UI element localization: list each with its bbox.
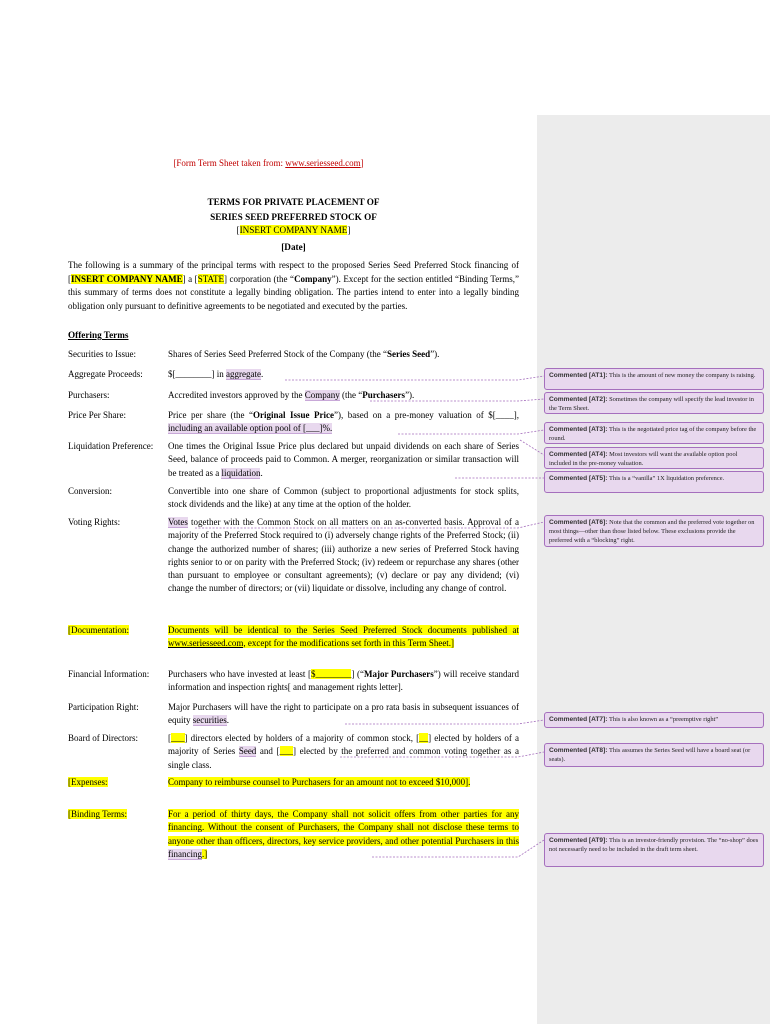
comment-anchor-at2[interactable]: Company: [304, 390, 340, 400]
comment-at6[interactable]: [544, 515, 764, 547]
term-value: Convertible into one share of Common (subject to proportional adjustments for stock splits, stock dividends and the like) at any time at the option of the holder.: [168, 486, 519, 510]
comment-at8[interactable]: [544, 743, 764, 767]
term-text: Purchasers who have invested at least [: [168, 669, 311, 679]
comment-anchor-at5[interactable]: liquidation: [221, 467, 261, 478]
comment-at3[interactable]: [544, 422, 764, 444]
term-label: Board of Directors:: [68, 733, 138, 743]
comment-anchor-at9[interactable]: financing: [168, 848, 202, 859]
comment-at9[interactable]: [544, 833, 764, 867]
term-value: [168, 409, 519, 436]
title-company-bracket-open: [: [236, 225, 240, 235]
term-label: [68, 776, 163, 789]
term-text: (the “: [339, 390, 363, 400]
seriesseed-link[interactable]: www.seriesseed.com: [168, 638, 244, 649]
term-label: Participation Right:: [68, 702, 139, 712]
term-text: ”) will receive standard information and inspection rights[ and management rights letter].: [168, 669, 519, 693]
term-value: [168, 701, 519, 728]
comment-tag: Commented [AT4]:: [549, 451, 608, 458]
comment-tag: Commented [AT6]:: [549, 519, 608, 526]
comment-text: This is a “vanilla” 1X liquidation preference.: [608, 475, 725, 482]
source-note-suffix: ]: [360, 158, 364, 168]
title-company-bracket-close: ]: [347, 225, 351, 235]
title-date: [Date]: [281, 242, 306, 252]
term-label: Purchasers:: [68, 390, 110, 400]
term-label: [68, 624, 163, 637]
term-blank: ___: [171, 733, 185, 743]
term-text: , except for the modifications set forth in this Term Sheet.]: [243, 638, 455, 649]
comment-at1[interactable]: [544, 368, 764, 390]
term-text: and [: [256, 746, 280, 757]
comment-anchor-at7[interactable]: securities: [192, 715, 227, 726]
comment-text: This assumes the Series Seed will have a board seat (or seats).: [549, 747, 751, 763]
comment-margin-pane: [537, 115, 770, 1024]
term-text: ] directors elected by holders of a majority of common stock, [: [184, 733, 420, 743]
term-text: [: [168, 733, 171, 743]
term-value: [168, 368, 519, 381]
comment-tag: Commented [AT2]:: [549, 396, 608, 403]
source-note: [0, 158, 537, 168]
comment-tag: Commented [AT9]:: [549, 837, 608, 844]
comment-tag: Commented [AT7]:: [549, 716, 608, 723]
term-label: Financial Information:: [68, 669, 150, 679]
term-text: Shares of Series Seed Preferred Stock of the Company (the “: [168, 349, 387, 359]
term-text: $[________] in: [168, 369, 226, 379]
term-defined: Purchasers: [362, 390, 406, 400]
title-line-2: SERIES SEED PREFERRED STOCK OF: [210, 212, 377, 222]
comment-text: This is the negotiated price tag of the company before the round.: [549, 426, 757, 442]
comment-tag: Commented [AT1]:: [549, 372, 608, 379]
term-blank: __: [419, 733, 429, 743]
term-label: [68, 808, 163, 821]
source-link[interactable]: www.seriesseed.com: [285, 158, 361, 168]
term-defined: Original Issue Price: [252, 410, 334, 420]
term-label: Conversion:: [68, 486, 112, 496]
comment-tag: Commented [AT5]:: [549, 475, 608, 482]
term-label-text: [Expenses:: [68, 777, 108, 787]
term-text: .]: [202, 848, 208, 859]
term-label: Aggregate Proceeds:: [68, 369, 143, 379]
term-value: [168, 624, 519, 651]
term-text: ] (“: [351, 669, 365, 679]
term-value: [168, 440, 519, 480]
comment-text: Note that the common and the preferred vote together on most things—other than those listed below. These exclusions provide the preferred with a “blocking” right.: [549, 519, 755, 544]
source-note-prefix: [Form Term Sheet taken from:: [173, 158, 286, 168]
title-company: [68, 223, 519, 238]
term-label: Liquidation Preference:: [68, 441, 154, 451]
intro-company-def: Company: [294, 273, 332, 284]
comment-tag: Commented [AT3]:: [549, 426, 608, 433]
comment-text: This is also known as a “preemptive right”: [608, 716, 719, 723]
term-defined: Major Purchasers: [364, 669, 434, 679]
intro-text-2: ] a [: [182, 273, 198, 284]
term-text: For a period of thirty days, the Company shall not solicit offers from other parties for any financing. Without the consent of Purchasers, the Company shall not disclose these terms to anyone other than officers, directors, key service providers, and other potential Purchasers in this: [168, 809, 519, 846]
term-label-text: [Binding Terms:: [68, 809, 127, 819]
comment-anchor-at3[interactable]: including an available option pool of [___]%.: [168, 423, 333, 434]
intro-paragraph: [68, 259, 519, 313]
term-text: ] elected by the preferred and common voting together as a single class.: [168, 746, 519, 770]
term-text: Company to reimburse counsel to Purchasers for an amount not to exceed $10,000].: [168, 777, 471, 787]
term-value: [168, 389, 519, 402]
intro-text-1: The following is a summary of the principal terms with respect to the proposed Series Seed Preferred Stock financing of [: [68, 260, 519, 284]
title-company-name: INSERT COMPANY NAME: [239, 225, 348, 235]
term-blank: $________: [310, 669, 352, 679]
term-text: Accredited investors approved by the: [168, 390, 305, 400]
term-value: [168, 348, 519, 361]
term-text: ”), based on a pre-money valuation of $[____],: [334, 410, 519, 420]
comment-anchor-at1[interactable]: aggregate: [226, 369, 261, 379]
term-text: ”).: [405, 390, 415, 400]
comment-text: Sometimes the company will specify the lead investor in the Term Sheet.: [549, 396, 754, 412]
term-label: Securities to Issue:: [68, 349, 136, 359]
term-text: .: [260, 467, 263, 478]
intro-text-3: ] corporation (the “: [223, 273, 295, 284]
comment-text: Most investors will want the available option pool included in the pre-money valuation.: [549, 451, 738, 467]
term-text: Major Purchasers will have the right to participate on a pro rata basis in subsequent issuances of equity: [168, 702, 519, 726]
term-blank: ___: [279, 746, 294, 757]
term-text: .: [260, 369, 264, 379]
term-label: Price Per Share:: [68, 410, 126, 420]
term-text: ] elected by holders of a majority of Series: [168, 733, 519, 757]
comment-text: This is the amount of new money the company is raising.: [608, 372, 756, 379]
term-text: Price per share (the “: [168, 410, 253, 420]
section-offering-terms: Offering Terms: [68, 330, 129, 340]
term-text: ”).: [430, 349, 440, 359]
term-defined: Series Seed: [386, 349, 431, 359]
term-value: [168, 808, 519, 861]
comment-tag: Commented [AT8]:: [549, 747, 608, 754]
term-text: .: [226, 715, 229, 726]
term-value: [168, 516, 519, 596]
comment-anchor-at8[interactable]: Seed: [238, 746, 257, 757]
title-line-1: TERMS FOR PRIVATE PLACEMENT OF: [207, 197, 380, 207]
comment-at4[interactable]: [544, 447, 764, 469]
comment-text: This is an investor-friendly provision. The “no-shop” does not necessarily need to be included in the draft term sheet.: [549, 837, 759, 853]
intro-state: STATE: [197, 273, 224, 284]
comment-anchor-at6[interactable]: Votes: [168, 517, 188, 527]
term-text: together with the Common Stock on all matters on an as-converted basis. Approval of a majority of the Preferred Stock required to (i) adversely change rights of the Preferred Stock; (ii) change the authorized number of shares; (iii) authorize a new series of Preferred Stock having rights senior to or on parity with the Preferred Stock; (iv) redeem or repurchase any shares (other than pursuant to employee or consultant agreements); (v) declare or pay any dividend; (vi) change the number of directors; or (vii) liquidate or dissolve, including any change of control.: [168, 517, 519, 594]
intro-company: INSERT COMPANY NAME: [71, 273, 183, 284]
comment-at5[interactable]: [544, 471, 764, 493]
comment-at2[interactable]: [544, 392, 764, 414]
term-value: [168, 732, 519, 772]
term-label-text: [Documentation:: [68, 625, 129, 635]
term-text: Documents will be identical to the Series Seed Preferred Stock documents published at: [168, 625, 519, 635]
term-text: One times the Original Issue Price plus declared but unpaid dividends on each share of Series Seed, balance of proceeds paid to Common. A merger, reorganization or similar transaction will be treated as a: [168, 441, 519, 478]
term-value: [168, 776, 519, 789]
comment-at7[interactable]: [544, 712, 764, 728]
term-value: [168, 668, 519, 695]
term-label: Voting Rights:: [68, 517, 121, 527]
intro-text-4: ”). Except for the section entitled “Binding Terms,” this summary of terms does not constitute a legally binding obligation. The parties intend to enter into a legally binding obligation only pursuant to definitive agreements to be negotiated and executed by the parties.: [68, 273, 519, 311]
